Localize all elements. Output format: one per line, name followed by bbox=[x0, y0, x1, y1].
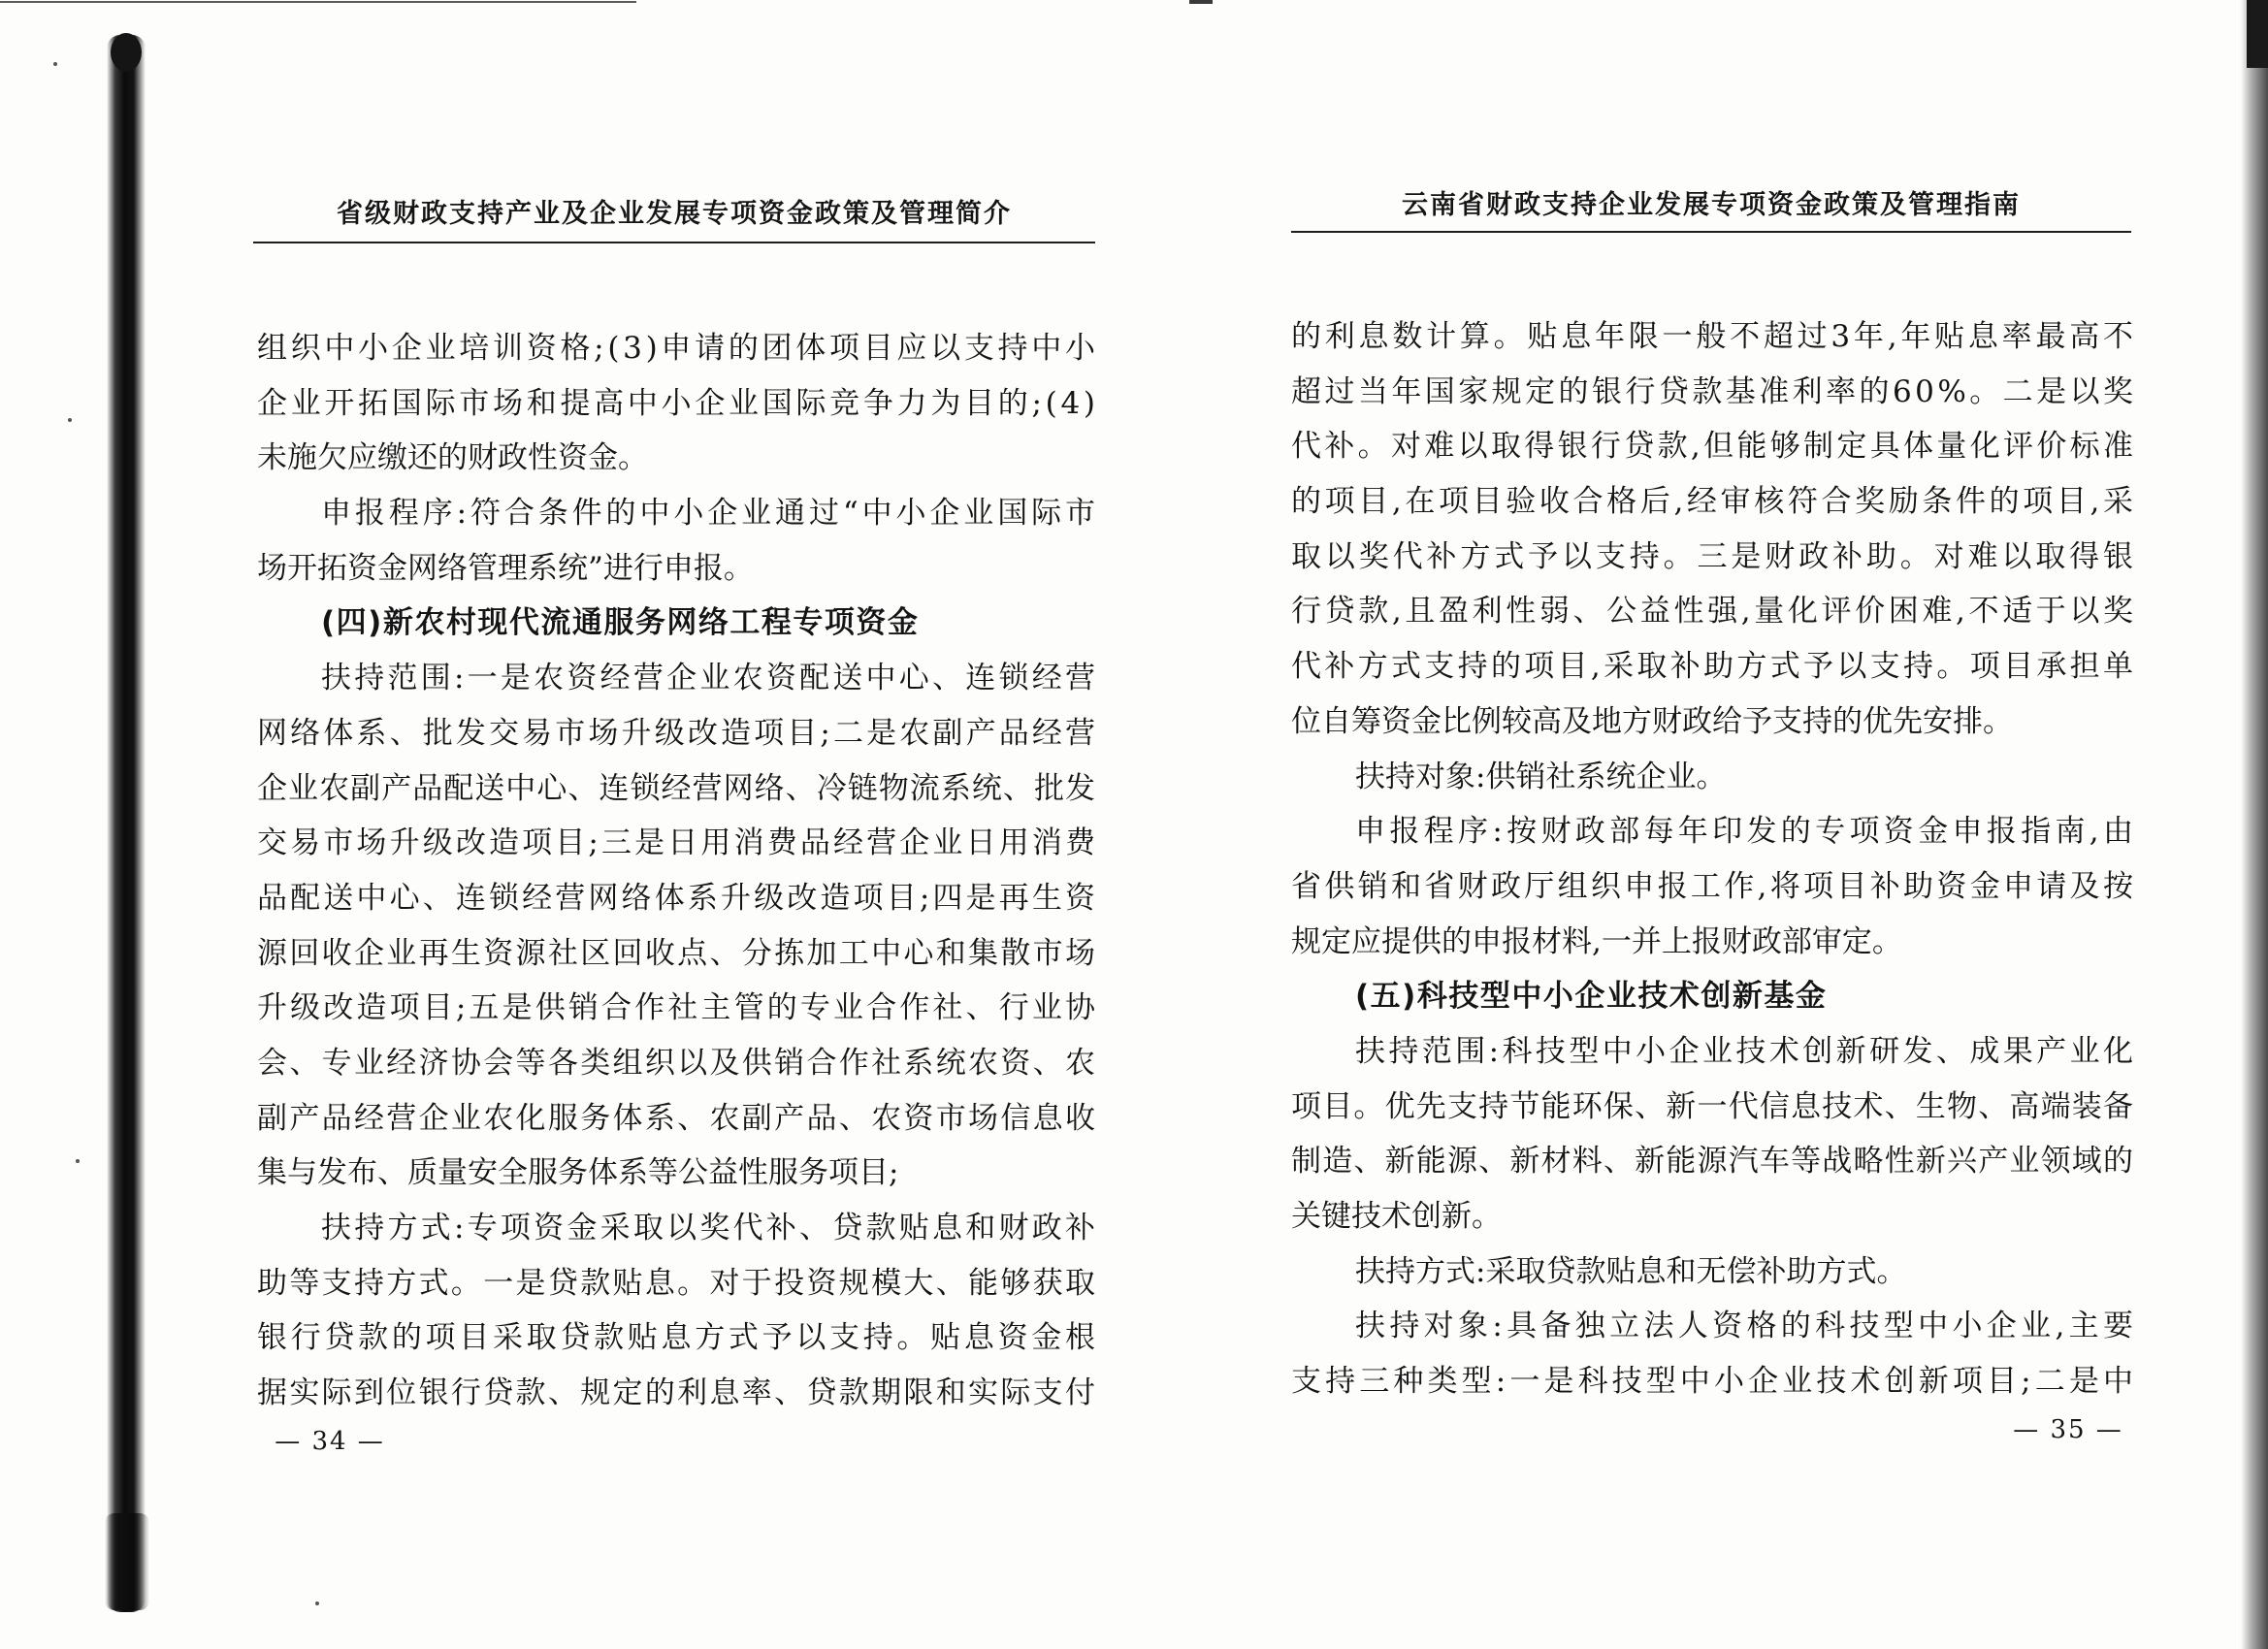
scan-right-edge bbox=[2241, 0, 2268, 1649]
text-line: 支持三种类型:一是科技型中小企业技术创新项目;二是中 bbox=[1291, 1364, 2138, 1400]
header-rule bbox=[1291, 231, 2131, 233]
text-line: 场开拓资金网络管理系统”进行申报。 bbox=[257, 550, 754, 586]
running-head: 省级财政支持产业及企业发展专项资金政策及管理简介 bbox=[337, 199, 1012, 229]
text-line: 制造、新能源、新材料、新能源汽车等战略性新兴产业领域的 bbox=[1291, 1144, 2135, 1180]
scan-speck bbox=[68, 418, 72, 422]
text-line: 行贷款,且盈利性弱、公益性强,量化评价困难,不适于以奖 bbox=[1291, 594, 2137, 630]
text-line: 省供销和省财政厅组织申报工作,将项目补助资金申请及按 bbox=[1291, 868, 2137, 904]
scan-top-mark bbox=[1189, 0, 1213, 4]
text-line: 企业农副产品配送中心、连锁经营网络、冷链物流系统、批发 bbox=[257, 770, 1097, 806]
page-number: — 34 — bbox=[275, 1427, 385, 1456]
text-line: 集与发布、质量安全服务体系等公益性服务项目; bbox=[257, 1155, 899, 1191]
section-heading: (四)新农村现代流通服务网络工程专项资金 bbox=[321, 605, 920, 641]
text-line: 代补方式支持的项目,采取补助方式予以支持。项目承担单 bbox=[1291, 649, 2137, 685]
text-line: 代补。对难以取得银行贷款,但能够制定具体量化评价标准 bbox=[1291, 429, 2137, 465]
scan-top-edge bbox=[0, 1, 636, 3]
running-head: 云南省财政支持企业发展专项资金政策及管理指南 bbox=[1402, 190, 2021, 220]
text-line: 取以奖代补方式予以支持。三是财政补助。对难以取得银 bbox=[1291, 538, 2137, 574]
text-line: 会、专业经济协会等各类组织以及供销合作社系统农资、农 bbox=[257, 1045, 1098, 1081]
text-line: 扶持方式:专项资金采取以奖代补、贷款贴息和财政补 bbox=[321, 1211, 1099, 1245]
scan-right-edge-top bbox=[2247, 0, 2268, 68]
binding-shadow-top bbox=[111, 33, 142, 72]
scan-speck bbox=[76, 1159, 80, 1163]
text-line: 助等支持方式。一是贷款贴息。对于投资规模大、能够获取 bbox=[257, 1265, 1098, 1301]
text-line: 银行贷款的项目采取贷款贴息方式予以支持。贴息资金根 bbox=[257, 1320, 1099, 1356]
text-line: 的项目,在项目验收合格后,经审核符合奖励条件的项目,采 bbox=[1291, 484, 2137, 520]
text-line: 超过当年国家规定的银行贷款基准利率的60%。二是以奖 bbox=[1291, 373, 2137, 409]
text-line: 扶持方式:采取贷款贴息和无偿补助方式。 bbox=[1355, 1253, 1907, 1289]
text-line: 组织中小企业培训资格;(3)申请的团体项目应以支持中小 bbox=[257, 331, 1099, 366]
text-line: 据实际到位银行贷款、规定的利息率、贷款期限和实际支付 bbox=[257, 1375, 1098, 1411]
right-page bbox=[1134, 0, 2268, 1649]
text-line: 项目。优先支持节能环保、新一代信息技术、生物、高端装备 bbox=[1291, 1088, 2135, 1124]
text-line: 的利息数计算。贴息年限一般不超过3年,年贴息率最高不 bbox=[1291, 319, 2137, 354]
text-line: 扶持范围:一是农资经营企业农资配送中心、连锁经营 bbox=[321, 661, 1099, 696]
scan-speck bbox=[315, 1601, 319, 1605]
text-line: 关键技术创新。 bbox=[1291, 1199, 1502, 1234]
header-rule bbox=[253, 242, 1095, 243]
section-heading: (五)科技型中小企业技术创新基金 bbox=[1355, 979, 1828, 1015]
right-page-body bbox=[1291, 309, 2138, 1409]
left-page-body bbox=[257, 321, 1099, 1421]
page-number: — 35 — bbox=[2013, 1415, 2123, 1444]
text-line: 副产品经营企业农化服务体系、农副产品、农资市场信息收 bbox=[257, 1100, 1098, 1136]
text-line: 申报程序:符合条件的中小企业通过“中小企业国际市 bbox=[321, 496, 1099, 532]
text-line: 规定应提供的申报材料,一并上报财政部审定。 bbox=[1291, 923, 1902, 959]
text-line: 申报程序:按财政部每年印发的专项资金申报指南,由 bbox=[1355, 814, 2138, 850]
text-line: 企业开拓国际市场和提高中小企业国际竞争力为目的;(4) bbox=[257, 385, 1099, 421]
text-line: 交易市场升级改造项目;三是日用消费品经营企业日用消费 bbox=[257, 825, 1099, 861]
text-line: 扶持对象:供销社系统企业。 bbox=[1355, 759, 1727, 794]
text-line: 源回收企业再生资源社区回收点、分拣加工中心和集散市场 bbox=[257, 935, 1098, 971]
text-line: 位自筹资金比例较高及地方财政给予支持的优先安排。 bbox=[1291, 703, 2013, 739]
scan-speck bbox=[53, 62, 57, 66]
text-line: 网络体系、批发交易市场升级改造项目;二是农副产品经营 bbox=[257, 715, 1099, 751]
text-line: 品配送中心、连锁经营网络体系升级改造项目;四是再生资 bbox=[257, 880, 1099, 916]
text-line: 未施欠应缴还的财政性资金。 bbox=[257, 440, 648, 476]
binding-shadow bbox=[107, 35, 146, 1612]
text-line: 扶持范围:科技型中小企业技术创新研发、成果产业化 bbox=[1355, 1033, 2137, 1069]
text-line: 扶持对象:具备独立法人资格的科技型中小企业,主要 bbox=[1355, 1309, 2138, 1344]
binding-shadow-foot bbox=[105, 1513, 149, 1610]
text-line: 升级改造项目;五是供销合作社主管的专业合作社、行业协 bbox=[257, 990, 1099, 1026]
